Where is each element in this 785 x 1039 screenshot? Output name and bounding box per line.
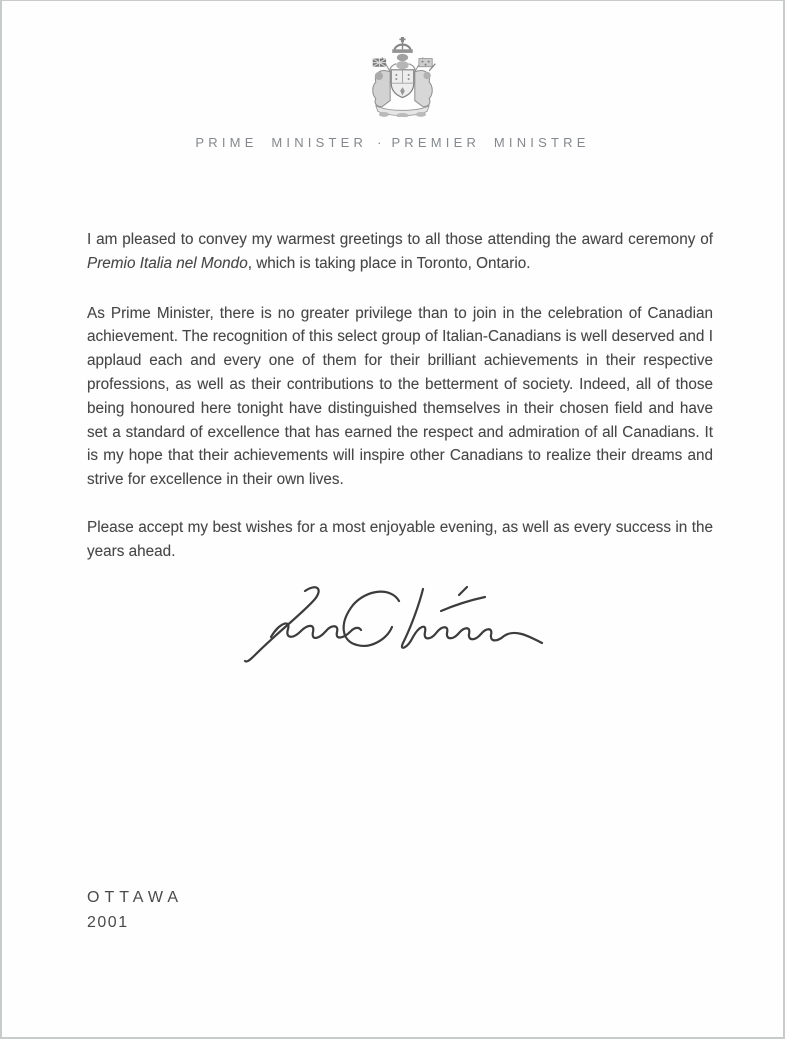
letter-body	[87, 228, 713, 588]
paragraph-greeting	[87, 228, 713, 276]
letterhead-title-en: PRIME MINISTER	[195, 135, 368, 150]
greeting-text: I am pleased to convey my warmest greetings to all those attending the award ceremony of	[87, 231, 713, 248]
letterhead-separator-dot: ·	[377, 135, 382, 150]
premio-event-title: Premio Italia nel Mondo	[87, 254, 248, 272]
letterhead-title	[2, 135, 783, 150]
paragraph-closing: Please accept my best wishes for a most enjoyable evening, as well as every success in the years ahead.	[87, 518, 713, 560]
year-line: 2001	[87, 914, 129, 931]
greeting-text-end: , which is taking place in Toronto, Ontario.	[247, 254, 531, 272]
signature	[227, 579, 547, 669]
coat-of-arms-icon	[365, 37, 441, 117]
letter-footer	[87, 889, 183, 932]
paragraph-main: As Prime Minister, there is no greater privilege than to join in the celebration of Canadian achievement. The recognition of this select group of Italian-Canadians is well deserved and I applaud each and every one of them for their brilliant achievements in their respective professions, as well as their contributions to the betterment of society. Indeed, all of those being honoured here tonight have distinguished themselves in their chosen field and have set a standard of excellence that has earned the respect and admiration of all Canadians. It is my hope that their achievements will inspire other Canadians to realize their dreams and strive for excellence in their own lives.	[87, 304, 713, 489]
letterhead-title-fr: PREMIER MINISTRE	[391, 135, 590, 150]
place-line: OTTAWA	[87, 889, 184, 906]
